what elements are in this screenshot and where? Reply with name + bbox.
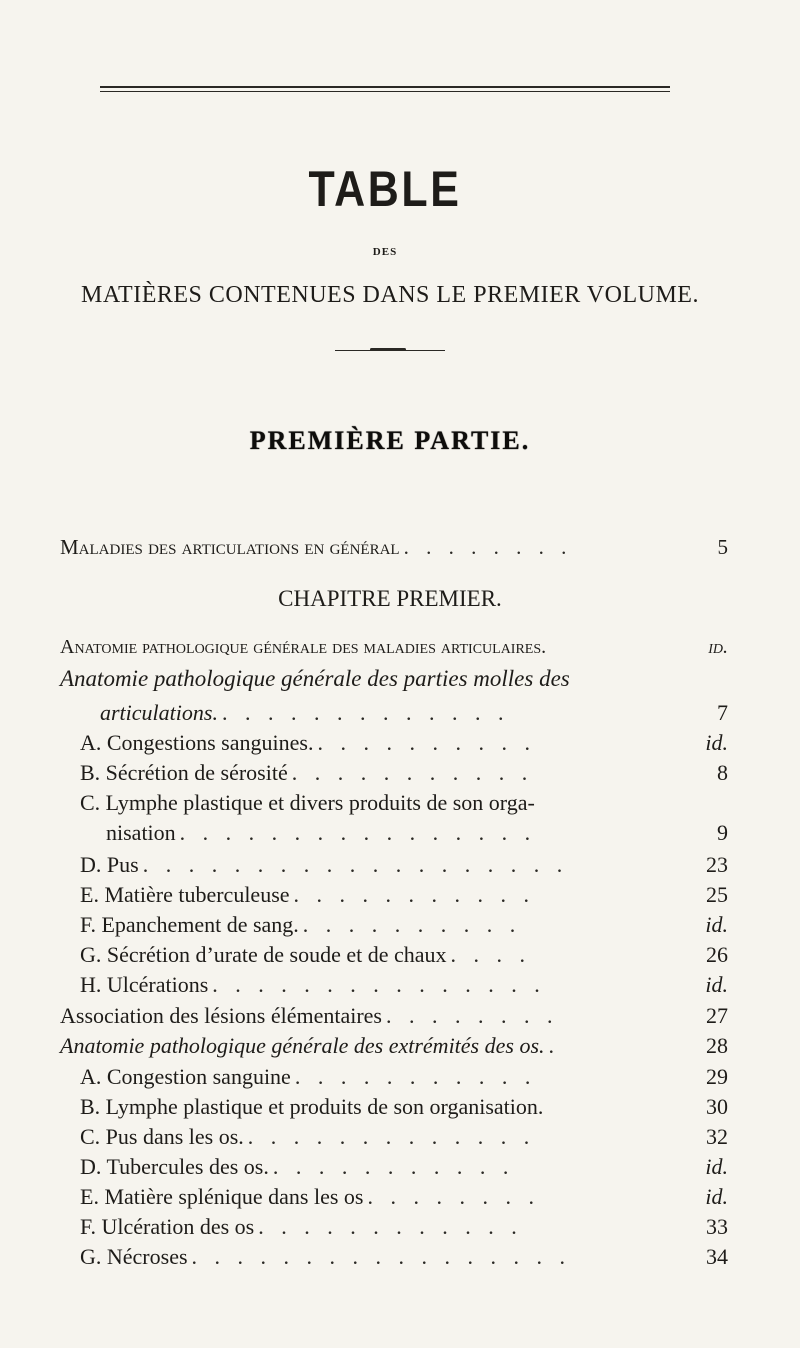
toc-entry-page: 8	[717, 760, 728, 785]
toc-entry-label: A. Congestions sanguines.	[80, 730, 314, 755]
toc-entry-maladies	[60, 535, 728, 560]
toc-entry-leader: . . . . . . . .	[403, 535, 573, 559]
toc-entry-congestions	[80, 730, 728, 756]
toc-entry-label: Anatomie pathologique générale des maladies articulaires.	[60, 636, 547, 658]
toc-entry-congestion-os	[80, 1064, 728, 1090]
toc-entry-epanchement	[80, 912, 728, 938]
toc-entry-necroses	[80, 1244, 728, 1270]
toc-entry-parties-molles-line2	[100, 700, 728, 726]
toc-entry-page: 33	[706, 1214, 728, 1239]
toc-entry-leader: . . . . . . . . . . .	[291, 760, 534, 785]
part-title: PREMIÈRE PARTIE.	[249, 426, 531, 455]
toc-entry-urate	[80, 942, 728, 968]
toc-entry-pus-os	[80, 1124, 728, 1150]
toc-entry-leader: . . . . . . . .	[367, 1184, 540, 1209]
toc-entry-page: 7	[717, 700, 728, 725]
toc-entry-label: E. Matière splénique dans les os	[80, 1184, 364, 1209]
toc-entry-label: E. Matière tuberculeuse	[80, 882, 290, 907]
toc-entry-leader: . . . . . . . . . . . . . . . .	[179, 820, 537, 845]
page-title: TABLE	[308, 161, 462, 217]
toc-entry-lymphe-line2	[106, 820, 728, 846]
toc-entry-leader: . . . . . . . . . . . . .	[221, 700, 510, 725]
chapter-title: CHAPITRE PREMIER.	[278, 586, 502, 611]
toc-entry-page: 9	[717, 820, 728, 845]
toc-entry-lymphe-os	[80, 1094, 728, 1120]
toc-entry-label: D. Tubercules des os.	[80, 1154, 269, 1179]
toc-entry-lymphe-line1: C. Lymphe plastique et divers produits de son orga-	[80, 790, 535, 815]
toc-entry-leader: . . . . . . . . . .	[317, 730, 536, 755]
toc-entry-tuberculeuse	[80, 882, 728, 908]
toc-entry-label: F. Epanchement de sang.	[80, 912, 299, 937]
toc-entry-leader: . . . . . . . .	[385, 1003, 559, 1028]
toc-entry-label: A. Congestion sanguine	[80, 1064, 291, 1089]
toc-entry-leader: . . . . . . . . . . .	[293, 882, 536, 907]
toc-entry-page: id.	[708, 636, 728, 658]
toc-entry-page: id.	[705, 912, 728, 937]
toc-entry-page: id.	[705, 1184, 728, 1209]
toc-entry-anatomie-articulaires	[60, 636, 728, 659]
toc-entry-page: 5	[717, 535, 728, 559]
top-rule-thin	[100, 91, 670, 92]
toc-entry-page: 26	[706, 942, 728, 967]
toc-entry-leader: . . . . . . . . . . . . . . . . .	[191, 1244, 572, 1269]
toc-entry-label: Maladies des articulations en général	[60, 535, 400, 559]
toc-entry-leader: . . . . . . . . . . . .	[258, 1214, 523, 1239]
toc-entry-extremites-os	[60, 1033, 728, 1059]
toc-entry-page: id.	[705, 1154, 728, 1179]
toc-entry-tubercules-os	[80, 1154, 728, 1180]
toc-entry-page: 23	[706, 852, 728, 877]
toc-entry-label: articulations.	[100, 700, 218, 725]
toc-entry-page: 27	[706, 1003, 728, 1028]
page-subtitle: MATIÈRES CONTENUES DANS LE PREMIER VOLUME.	[81, 282, 699, 308]
toc-entry-page: 30	[706, 1094, 728, 1119]
toc-entry-leader: . . . . . . . . . . . . .	[247, 1124, 536, 1149]
toc-entry-splenique-os	[80, 1184, 728, 1210]
toc-entry-leader: .	[548, 1033, 561, 1058]
toc-entry-leader: . . . . . . . . . . . . . . .	[212, 972, 546, 997]
toc-entry-label: F. Ulcération des os	[80, 1214, 255, 1239]
toc-entry-ulceration-os	[80, 1214, 728, 1240]
toc-entry-leader: . . . . . . . . . . .	[294, 1064, 537, 1089]
toc-entry-serosite	[80, 760, 728, 786]
toc-entry-leader: . . . . . . . . . .	[302, 912, 522, 937]
toc-entry-page: 28	[706, 1033, 728, 1058]
toc-entry-label: G. Sécrétion d’urate de soude et de chaux	[80, 942, 447, 967]
title-connector: DES	[372, 246, 398, 258]
toc-entry-label: H. Ulcérations	[80, 972, 209, 997]
toc-entry-page: 34	[706, 1244, 728, 1269]
toc-entry-page: id.	[705, 972, 728, 997]
toc-entry-association	[60, 1003, 728, 1029]
toc-entry-pus	[80, 852, 728, 878]
toc-entry-page: 25	[706, 882, 728, 907]
toc-entry-label: Anatomie pathologique générale des extrémités des os.	[60, 1033, 545, 1058]
toc-entry-parties-molles-line1: Anatomie pathologique générale des parties molles des	[60, 666, 570, 691]
toc-entry-label: D. Pus	[80, 852, 139, 877]
toc-entry-page: id.	[705, 730, 728, 755]
toc-entry-label: B. Lymphe plastique et produits de son organisation.	[80, 1094, 544, 1119]
toc-entry-label: G. Nécroses	[80, 1244, 188, 1269]
top-rule	[100, 86, 670, 88]
toc-entry-leader: . . . . . . . . . . .	[272, 1154, 515, 1179]
toc-entry-page: 29	[706, 1064, 728, 1089]
toc-entry-leader: . . . .	[450, 942, 532, 967]
toc-entry-label: Association des lésions élémentaires	[60, 1003, 382, 1028]
toc-entry-label: B. Sécrétion de sérosité	[80, 760, 288, 785]
toc-entry-ulcerations	[80, 972, 728, 998]
toc-entry-label: C. Pus dans les os.	[80, 1124, 244, 1149]
ornament-center	[370, 348, 406, 351]
toc-entry-label: nisation	[106, 820, 176, 845]
toc-entry-leader: . . . . . . . . . . . . . . . . . . .	[142, 852, 569, 877]
toc-entry-page: 32	[706, 1124, 728, 1149]
